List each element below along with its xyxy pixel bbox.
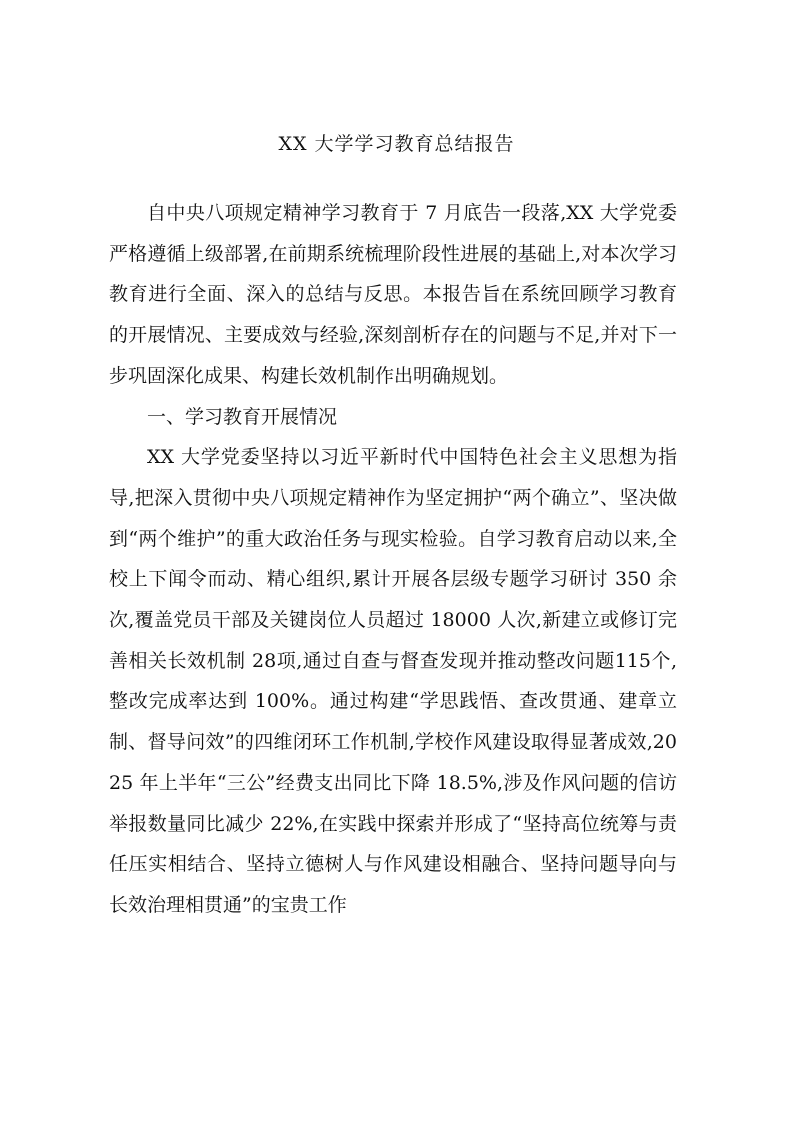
section-heading: 一、学习教育开展情况: [147, 405, 338, 428]
document-title: XX 大学学习教育总结报告: [278, 133, 515, 155]
document-body: [109, 193, 677, 926]
section-paragraph: XX 大学党委坚持以习近平新时代中国特色社会主义思想为指导,把深入贯彻中央八项规定精神作为坚定拥护“两个确立”、坚决做到“两个维护”的重大政治任务与现实检验。自学习教育启动以来,全校上下闻令而动、精心组织,累计开展各层级专题学习研讨 350 余次,覆盖党员干部及关键岗位人员超过 18000 人次,新建立或修订完善相关长效机制 28项,通过自查与督查发现并推动整改问题115个,整改完成率达到 100%。通过构建“学思践悟、查改贯通、建章立制、督导问效”的四维闭环工作机制,学校作风建设取得显著成效,2025 年上半年“三公”经费支出同比下降 18.5%,涉及作风问题的信访举报数量同比减少 22%,在实践中探索并形成了“坚持高位统筹与责任压实相结合、坚持立德树人与作风建设相融合、坚持问题导向与长效治理相贯通”的宝贵工作: [109, 446, 677, 916]
intro-paragraph: 自中央八项规定精神学习教育于 7 月底告一段落,XX 大学党委严格遵循上级部署,在前期系统梳理阶段性进展的基础上,对本次学习教育进行全面、深入的总结与反思。本报告旨在系统回顾学习教育的开展情况、主要成效与经验,深刻剖析存在的问题与不足,并对下一步巩固深化成果、构建长效机制作出明确规划。: [109, 202, 677, 387]
